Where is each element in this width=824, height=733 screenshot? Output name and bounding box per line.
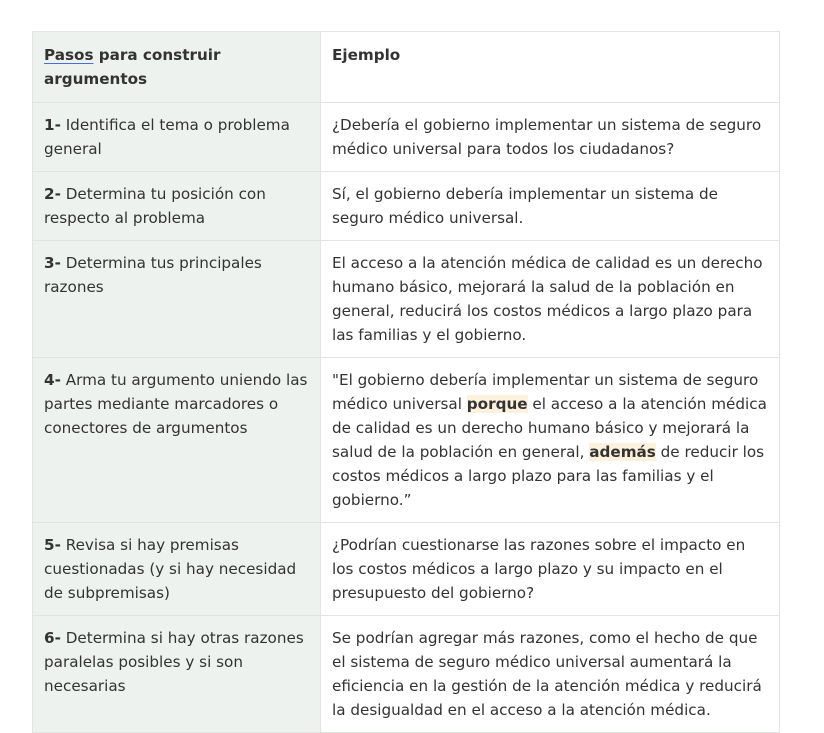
step-cell xyxy=(33,523,321,616)
step-number: 5- xyxy=(44,536,61,554)
step-number: 4- xyxy=(44,371,61,389)
example-text: el acceso a la atención médica de calidad es un derecho humano básico y mejorará la salud de la población en general, xyxy=(332,395,767,461)
example-column-header: Ejemplo xyxy=(321,32,780,103)
table-row xyxy=(33,103,780,172)
step-cell xyxy=(33,616,321,733)
steps-column-header-text: para construir argumentos xyxy=(44,46,221,88)
example-cell: Sí, el gobierno debería implementar un sistema de seguro médico universal. xyxy=(321,172,780,241)
example-cell: Se podrían agregar más razones, como el hecho de que el sistema de seguro médico universal aumentará la eficiencia en la gestión de la atención médica y reducirá la desigualdad en el acceso a la atención médica. xyxy=(321,616,780,733)
step-text: Determina si hay otras razones paralelas posibles y si son necesarias xyxy=(44,629,304,695)
step-number: 3- xyxy=(44,254,61,272)
step-text: Identifica el tema o problema general xyxy=(44,116,290,158)
example-cell: ¿Debería el gobierno implementar un sistema de seguro médico universal para todos los ciudadanos? xyxy=(321,103,780,172)
pasos-word: Pasos xyxy=(44,46,94,64)
step-text: Arma tu argumento uniendo las partes mediante marcadores o conectores de argumentos xyxy=(44,371,308,437)
argument-steps-table xyxy=(32,31,780,733)
step-number: 1- xyxy=(44,116,61,134)
example-cell xyxy=(321,358,780,523)
table-row xyxy=(33,358,780,523)
step-text: Revisa si hay premisas cuestionadas (y si hay necesidad de subpremisas) xyxy=(44,536,297,602)
table-row xyxy=(33,172,780,241)
example-cell: ¿Podrían cuestionarse las razones sobre el impacto en los costos médicos a largo plazo y su impacto en el presupuesto del gobierno? xyxy=(321,523,780,616)
step-number: 2- xyxy=(44,185,61,203)
step-cell xyxy=(33,103,321,172)
table-row xyxy=(33,241,780,358)
table-header-row xyxy=(33,32,780,103)
step-cell xyxy=(33,358,321,523)
step-text: Determina tu posición con respecto al problema xyxy=(44,185,266,227)
step-number: 6- xyxy=(44,629,61,647)
steps-column-header xyxy=(33,32,321,103)
step-cell xyxy=(33,241,321,358)
table-row xyxy=(33,523,780,616)
example-text: "El gobierno debería implementar un sistema de seguro médico universal xyxy=(332,371,759,413)
step-cell xyxy=(33,172,321,241)
connector-highlight: porque xyxy=(466,395,528,413)
step-text: Determina tus principales razones xyxy=(44,254,262,296)
example-text: de reducir los costos médicos a largo plazo para las familias y el gobierno.” xyxy=(332,443,765,509)
table-row xyxy=(33,616,780,733)
connector-highlight: además xyxy=(589,443,656,461)
example-cell: El acceso a la atención médica de calidad es un derecho humano básico, mejorará la salud de la población en general, reducirá los costos médicos a largo plazo para las familias y el gobierno. xyxy=(321,241,780,358)
